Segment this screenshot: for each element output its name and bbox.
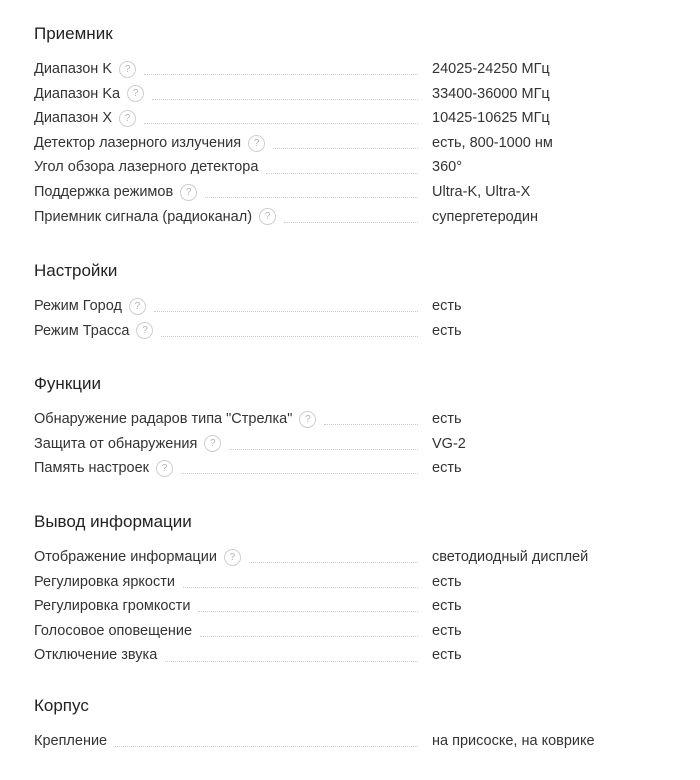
spec-row: [34, 205, 674, 230]
help-icon[interactable]: ?: [180, 184, 197, 201]
spec-section-display: [34, 511, 674, 668]
spec-value: на присоске, на коврике: [432, 733, 595, 749]
spec-name: Поддержка режимов: [34, 183, 174, 200]
spec-row: [34, 57, 674, 82]
dotted-leader: [152, 98, 418, 100]
spec-value: светодиодный дисплей: [432, 549, 589, 565]
spec-row: [34, 729, 674, 754]
help-icon[interactable]: ?: [259, 208, 276, 225]
spec-name: Диапазон Ka: [34, 85, 121, 102]
spec-name: Память настроек: [34, 460, 150, 477]
help-icon[interactable]: ?: [248, 135, 265, 152]
spec-value: есть: [432, 647, 462, 664]
dotted-leader: [115, 745, 418, 747]
spec-name: Режим Город: [34, 298, 122, 314]
spec-value: есть: [432, 411, 462, 427]
spec-name: Отключение звука: [34, 647, 158, 664]
spec-name: Крепление: [34, 733, 108, 749]
spec-value: есть, 800-1000 нм: [432, 134, 553, 151]
spec-name: Приемник сигнала (радиоканал): [34, 208, 253, 225]
section-title: Корпус: [34, 696, 89, 715]
help-icon[interactable]: ?: [204, 435, 221, 452]
dotted-leader: [183, 586, 418, 588]
spec-value: есть: [432, 622, 462, 639]
spec-section-functions: [34, 373, 674, 481]
spec-name: Режим Трасса: [34, 322, 130, 339]
spec-value: 24025-24250 МГц: [432, 61, 550, 77]
spec-value: 33400-36000 МГц: [432, 85, 550, 102]
help-icon[interactable]: ?: [119, 110, 136, 127]
spec-row: [34, 570, 674, 595]
dotted-leader: [161, 335, 418, 337]
spec-name: Регулировка яркости: [34, 573, 175, 590]
dotted-leader: [229, 448, 418, 450]
spec-value: супергетеродин: [432, 208, 538, 225]
spec-row: [34, 643, 674, 668]
dotted-leader: [284, 221, 418, 223]
spec-name: Регулировка громкости: [34, 598, 191, 615]
spec-row: [34, 131, 674, 156]
dotted-leader: [154, 310, 418, 312]
spec-name: Голосовое оповещение: [34, 622, 193, 639]
help-icon[interactable]: ?: [224, 549, 241, 566]
spec-value: есть: [432, 298, 462, 314]
dotted-leader: [144, 122, 418, 124]
spec-row: [34, 294, 674, 319]
dotted-leader: [324, 423, 418, 425]
spec-value: есть: [432, 460, 462, 477]
section-title: Настройки: [34, 261, 118, 280]
help-icon[interactable]: ?: [119, 61, 136, 78]
spec-name: Диапазон X: [34, 110, 112, 127]
spec-value: 10425-10625 МГц: [432, 110, 550, 127]
spec-row: [34, 319, 674, 344]
dotted-leader: [181, 472, 418, 474]
help-icon[interactable]: ?: [127, 85, 144, 102]
spec-row: [34, 407, 674, 432]
spec-row: [34, 432, 674, 457]
spec-value: есть: [432, 322, 462, 339]
section-title: Вывод информации: [34, 512, 192, 531]
dotted-leader: [165, 660, 418, 662]
spec-value: есть: [432, 598, 462, 615]
spec-value: есть: [432, 573, 462, 590]
spec-section-body: [34, 695, 674, 754]
spec-row: [34, 155, 674, 180]
spec-row: [34, 106, 674, 131]
spec-name: Угол обзора лазерного детектора: [34, 159, 259, 176]
dotted-leader: [273, 147, 418, 149]
dotted-leader: [198, 610, 418, 612]
spec-row: [34, 619, 674, 644]
dotted-leader: [266, 172, 418, 174]
spec-name: Защита от обнаружения: [34, 435, 198, 452]
section-title: Приемник: [34, 24, 113, 43]
dotted-leader: [144, 73, 418, 75]
spec-row: [34, 594, 674, 619]
spec-row: [34, 82, 674, 107]
spec-value: VG-2: [432, 435, 466, 452]
spec-name: Детектор лазерного излучения: [34, 134, 242, 151]
spec-name: Отображение информации: [34, 549, 217, 565]
help-icon[interactable]: ?: [129, 298, 146, 315]
spec-name: Диапазон K: [34, 61, 112, 77]
dotted-leader: [249, 561, 418, 563]
help-icon[interactable]: ?: [136, 322, 153, 339]
dotted-leader: [205, 196, 418, 198]
help-icon[interactable]: ?: [156, 460, 173, 477]
spec-value: 360°: [432, 159, 462, 176]
spec-section-receiver: [34, 23, 674, 229]
spec-value: Ultra-K, Ultra-X: [432, 183, 531, 200]
spec-section-settings: [34, 260, 674, 343]
spec-row: [34, 456, 674, 481]
dotted-leader: [200, 635, 418, 637]
spec-row: [34, 545, 674, 570]
section-title: Функции: [34, 374, 101, 393]
spec-row: [34, 180, 674, 205]
help-icon[interactable]: ?: [299, 411, 316, 428]
spec-name: Обнаружение радаров типа "Стрелка": [34, 411, 293, 427]
